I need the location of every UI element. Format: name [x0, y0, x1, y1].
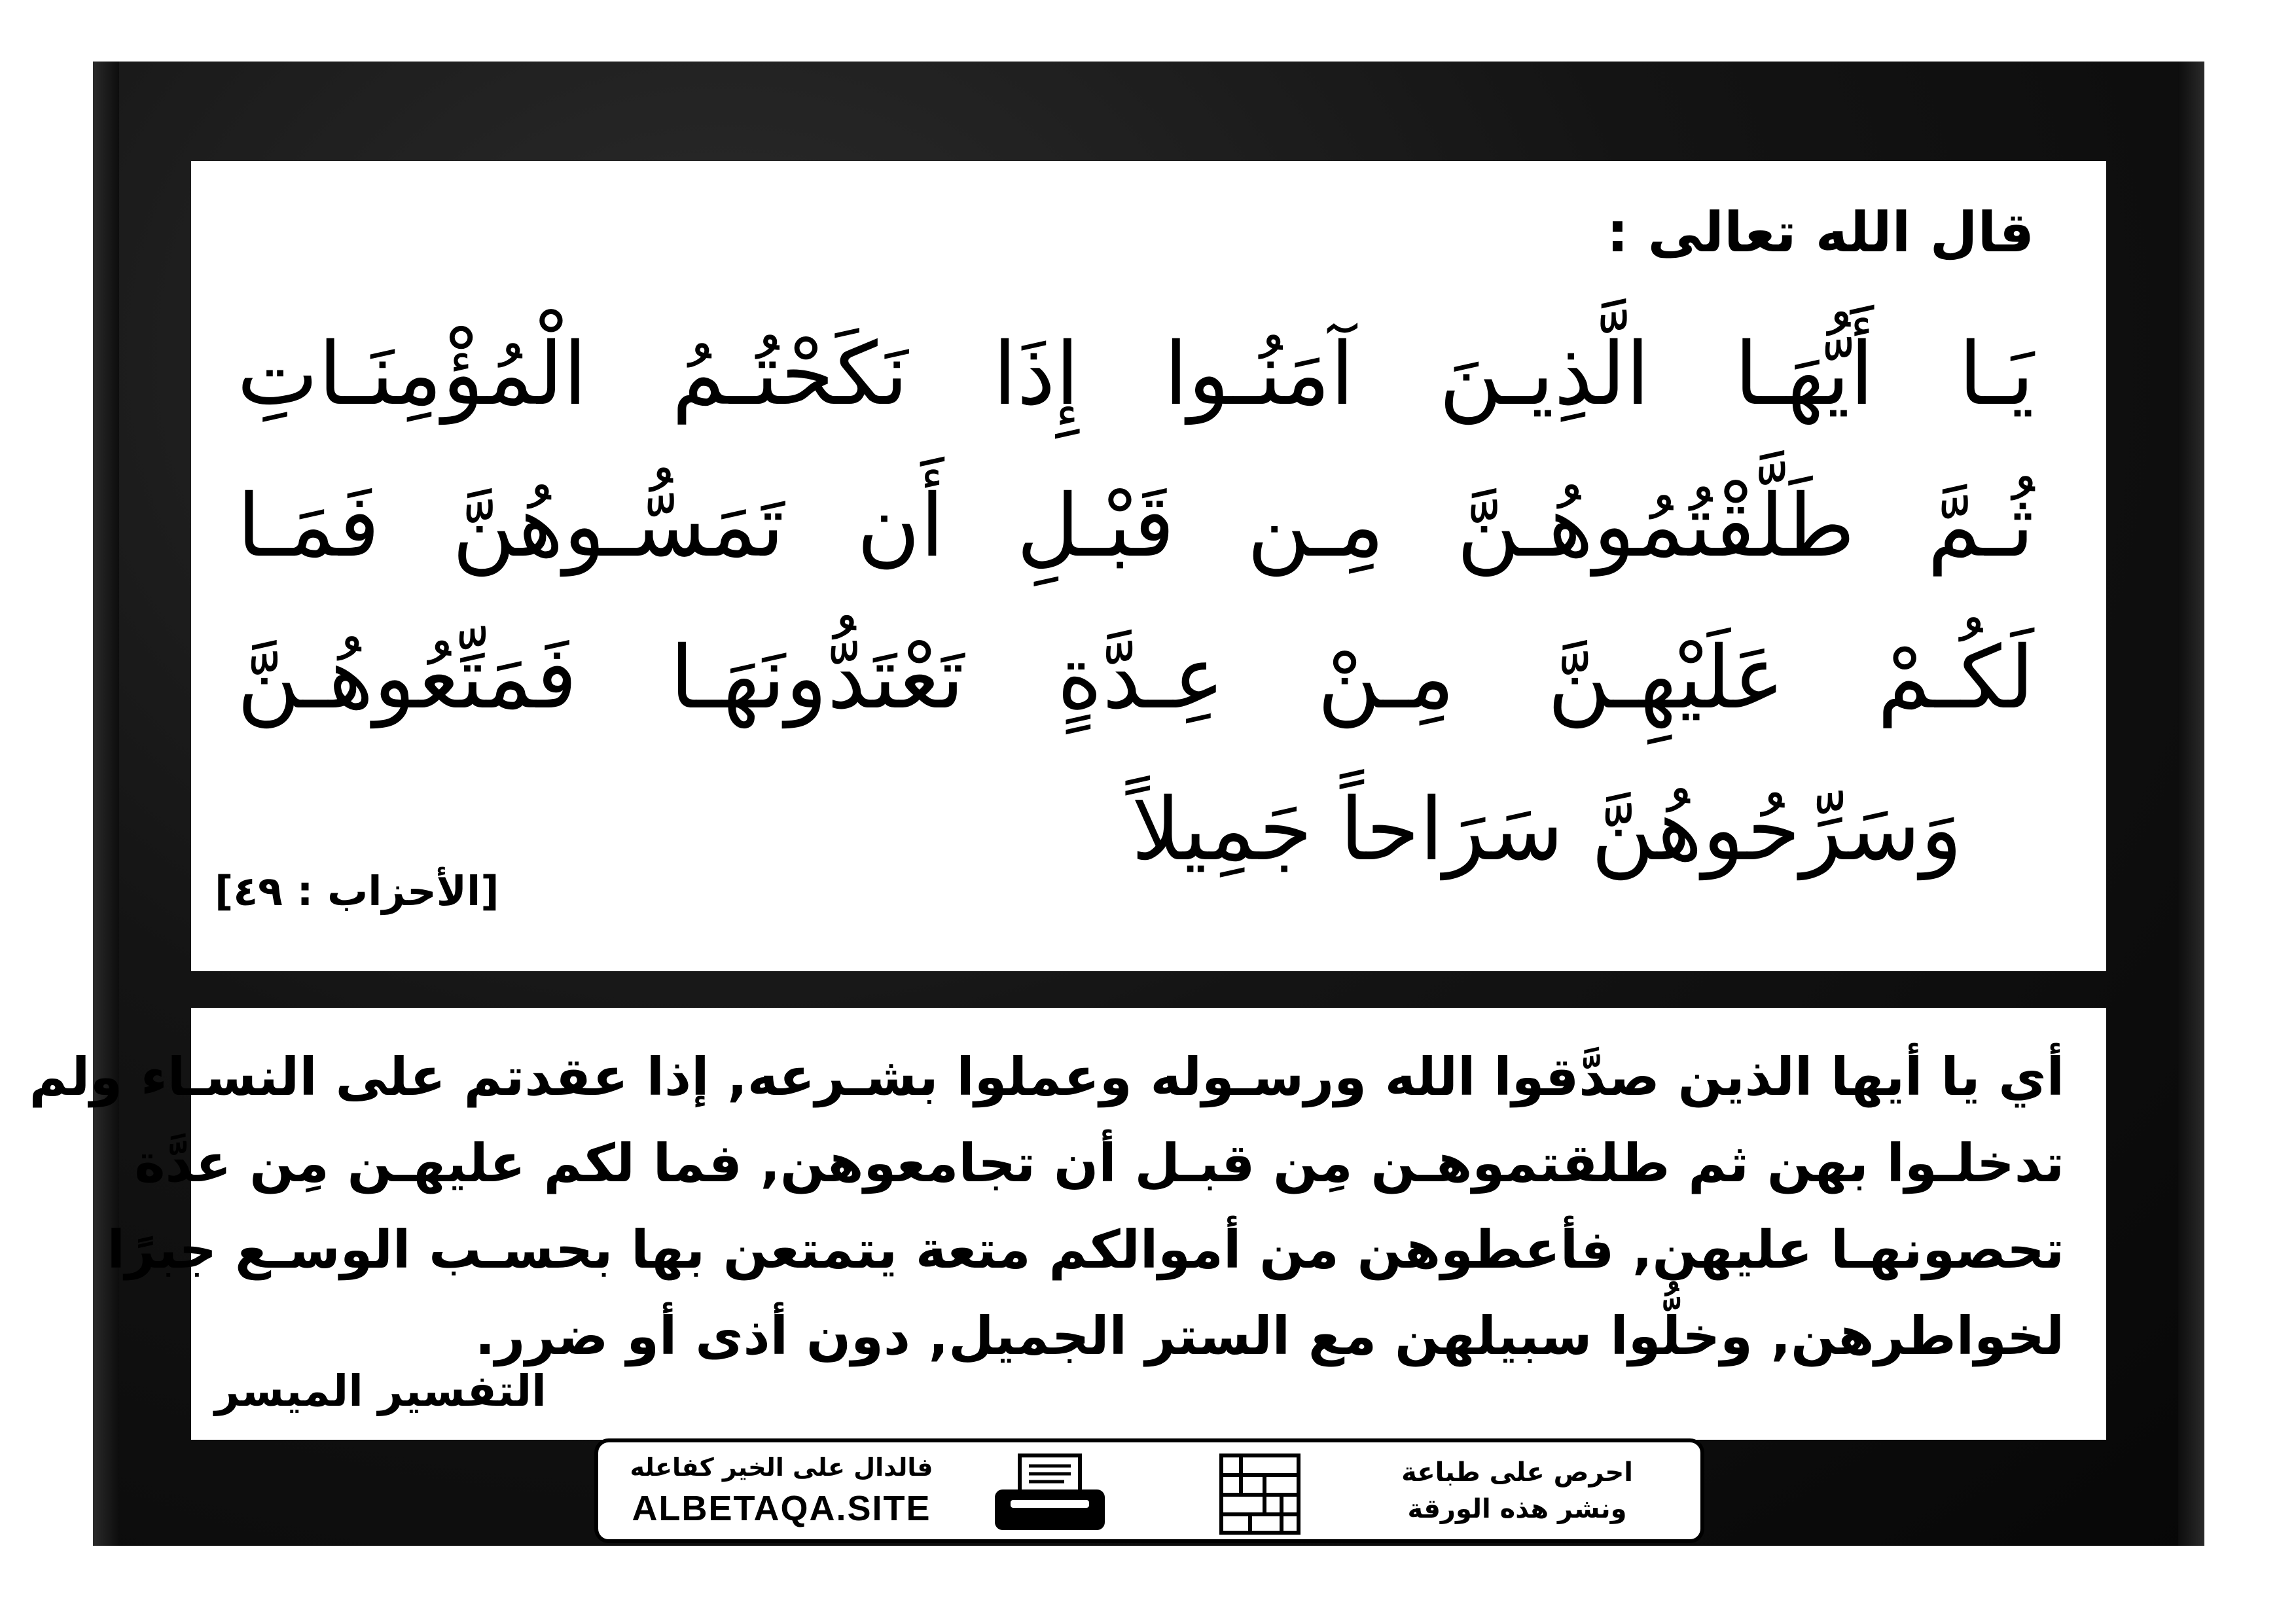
printer-icon — [991, 1453, 1109, 1535]
footer-right-line-1: احرص على طباعة — [1401, 1457, 1633, 1488]
footer-center — [965, 1442, 1342, 1539]
footer-right — [1347, 1442, 1687, 1539]
tafsir-line-4: لخواطرهن, وخلُّوا سبيلهن مع الستر الجميل, دون أذى أو ضرر. — [475, 1306, 2064, 1366]
verse-panel — [191, 161, 2106, 971]
verse-heading: قال الله تعالى : — [1606, 200, 2034, 264]
tafsir-source: التفسير الميسر — [215, 1366, 547, 1416]
verse-line-1: يَـا أَيُّهَـا الَّذِيـنَ آمَنُـوا إِذَا نَكَحْتُـمُ الْمُؤْمِنَـاتِ — [237, 324, 2034, 425]
tafsir-line-3: تحصونهـا عليهن, فأعطوهن من أموالكم متعة يتمتعن بها بحسـب الوسـع جبرًا — [107, 1219, 2064, 1280]
tafsir-line-1: أي يا أيها الذين صدَّقوا الله ورسـوله وعملوا بشـرعه, إذا عقدتم على النسـاء ولم — [29, 1046, 2064, 1107]
logo-emblem — [1217, 1452, 1302, 1537]
footer-bar — [594, 1438, 1704, 1543]
footer-site-link[interactable]: ALBETAQA.SITE — [632, 1489, 931, 1528]
verse-line-4: وَسَرِّحُوهُنَّ سَرَاحاً جَمِيلاً — [1131, 779, 1962, 880]
frame-bevel-right — [2178, 62, 2204, 1546]
verse-line-3: لَكُـمْ عَلَيْهِـنَّ مِـنْ عِـدَّةٍ تَعْتَدُّونَهَـا فَمَتِّعُوهُـنَّ — [237, 628, 2034, 728]
verse-text — [237, 298, 2034, 906]
footer-right-line-2: ونشر هذه الورقة — [1407, 1494, 1627, 1524]
tafsir-line-2: تدخلـوا بهن ثم طلقتموهـن مِن قبـل أن تجامعوهن, فما لكم عليهـن مِن عدَّة — [134, 1133, 2064, 1194]
tafsir-panel — [29, 1008, 2106, 1440]
footer-left — [611, 1442, 952, 1539]
frame-bevel-left — [93, 62, 119, 1546]
tafsir-text — [29, 1034, 2064, 1380]
verse-line-2: ثُـمَّ طَلَّقْتُمُوهُـنَّ مِـن قَبْـلِ أَن تَمَسُّـوهُنَّ فَمَـا — [237, 476, 2034, 577]
verse-reference: [الأحزاب : ٤٩] — [215, 867, 499, 915]
footer-tagline: فالدال على الخير كفاعله — [630, 1453, 933, 1482]
